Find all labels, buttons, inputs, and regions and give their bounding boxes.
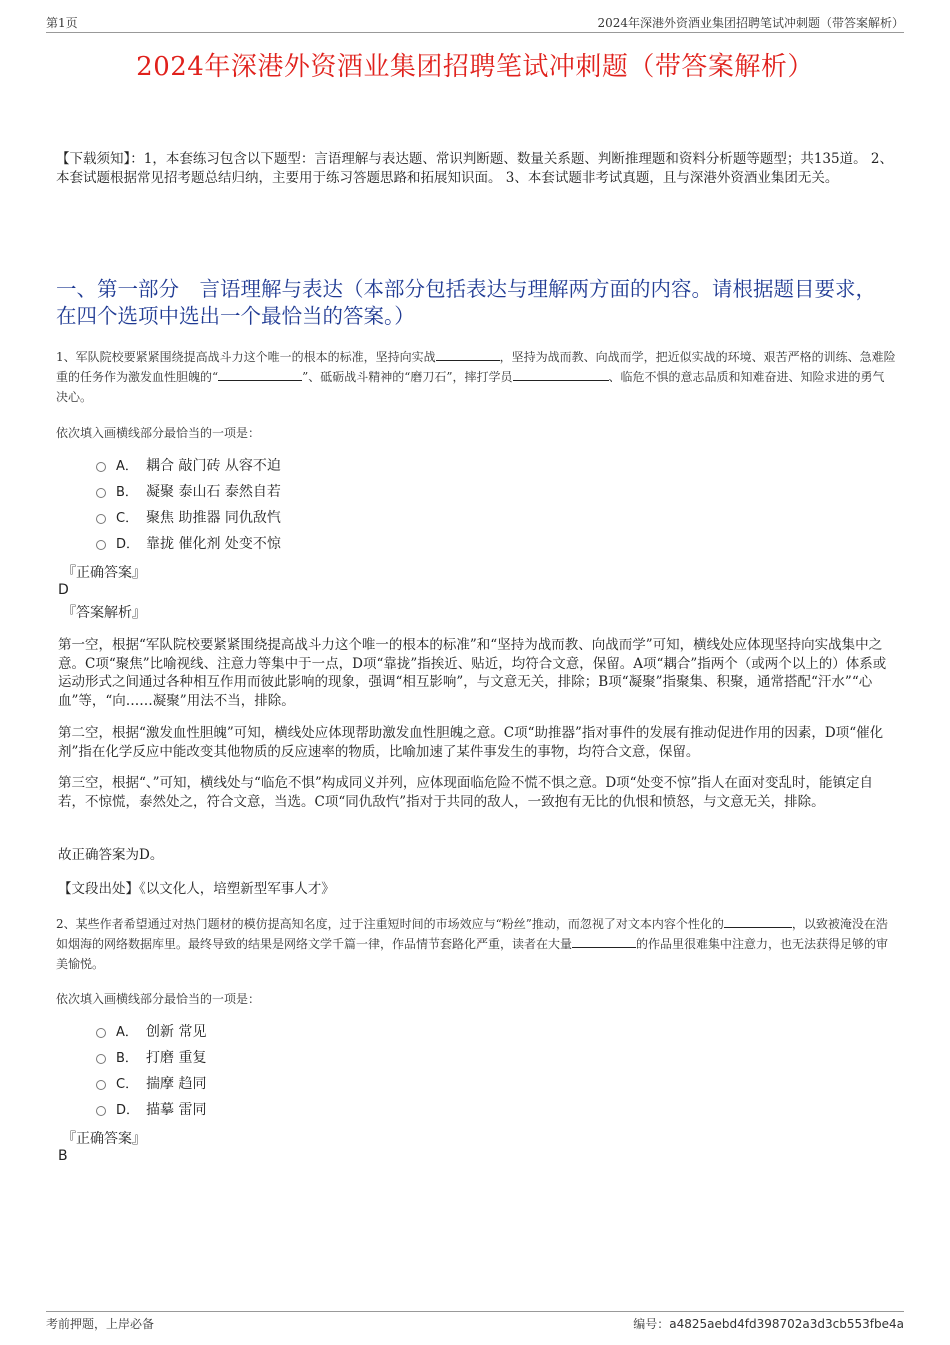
question-1-prompt: 依次填入画横线部分最恰当的一项是： xyxy=(56,426,261,440)
blank-line xyxy=(513,368,609,381)
q1-option-a[interactable]: A． 耦合 敲门砖 从容不迫 xyxy=(96,456,281,476)
radio-icon[interactable] xyxy=(96,1106,106,1116)
q2-option-b[interactable]: B． 打磨 重复 xyxy=(96,1048,206,1068)
q1-source: 【文段出处】《以文化人，培塑新型军事人才》 xyxy=(58,881,335,897)
radio-icon[interactable] xyxy=(96,1080,106,1090)
radio-icon[interactable] xyxy=(96,514,106,524)
q1-option-b[interactable]: B． 凝聚 泰山石 泰然自若 xyxy=(96,482,281,502)
radio-icon[interactable] xyxy=(96,488,106,498)
q1-analysis-label: 『答案解析』 xyxy=(62,605,146,621)
radio-icon[interactable] xyxy=(96,540,106,550)
download-notice: 【下载须知】：1，本套练习包含以下题型：言语理解与表达题、常识判断题、数量关系题、判断推理题和资料分析题等题型；共135道。 2、本套试题根据常见招考题总结归纳，主要用于练习答题思路和拓展知识面。 3、本套试题非考试真题，且与深港外资酒业集团无关。 xyxy=(56,151,893,186)
q1-option-c[interactable]: C． 聚焦 助推器 同仇敌忾 xyxy=(96,508,281,528)
radio-icon[interactable] xyxy=(96,1028,106,1038)
q1-analysis-blank-2: 第二空，根据“激发血性胆魄”可知，横线处应体现帮助激发血性胆魄之意。C项“助推器”指对事件的发展有推动促进作用的因素，D项“催化剂”指在化学反应中能改变其他物质的反应速率的物质，比喻加速了某件事发生的事物，均符合文意，保留。 xyxy=(58,725,884,760)
q2-option-d[interactable]: D． 描摹 雷同 xyxy=(96,1100,206,1120)
document-title: 2024年深港外资酒业集团招聘笔试冲刺题（带答案解析） xyxy=(136,52,814,82)
blank-line xyxy=(572,935,636,948)
question-2-prompt: 依次填入画横线部分最恰当的一项是： xyxy=(56,992,261,1006)
q1-analysis-blank-3: 第三空，根据“、”可知，横线处与“临危不惧”构成同义并列，应体现面临危险不慌不惧之意。D项“处变不惊”指人在面对变乱时，能镇定自若，不惊慌，泰然处之，符合文意，当选。C项“同仇敌忾”指对于共同的敌人，一致抱有无比的仇恨和愤怒，与文意无关，排除。 xyxy=(58,775,873,810)
page-header xyxy=(46,14,904,33)
q1-conclusion: 故正确答案为D。 xyxy=(58,847,164,863)
q1-analysis-blank-1: 第一空，根据“军队院校要紧紧围绕提高战斗力这个唯一的根本的标准”和“坚持为战而教、向战而学”可知，横线处应体现坚持向实战集中之意。C项“聚焦”比喻视线、注意力等集中于一点，D项“靠拢”指挨近、贴近，均符合文意，保留。A项“耦合”指两个（或两个以上的）体系或运动形式之间通过各种相互作用而彼此影响的现象，强调“相互影响”，与文意无关，排除；B项“凝聚”指聚集、积聚，通常搭配“汗水”“心血”等，“向……凝聚”用法不当，排除。 xyxy=(58,637,887,709)
q1-answer-label: 『正确答案』 xyxy=(62,565,146,581)
page-footer xyxy=(46,1311,904,1332)
blank-line xyxy=(436,348,500,361)
q1-answer: D xyxy=(58,582,69,598)
blank-line xyxy=(724,915,792,928)
q2-answer-label: 『正确答案』 xyxy=(62,1131,146,1147)
blank-line xyxy=(218,368,302,381)
q2-option-a[interactable]: A． 创新 常见 xyxy=(96,1022,206,1042)
question-2-stem: 2、某些作者希望通过对热门题材的模仿提高知名度，过于注重短时间的市场效应与“粉丝”推动，而忽视了对文本内容个性化的 ，以致被淹没在浩如烟海的网络数据库里。最终导致的结果是网络文学千篇一律，作品情节套路化严重，读者在大量 的作品里很难集中注意力，也无法获得足够的审美愉悦。 xyxy=(56,917,889,971)
question-1-stem: 1、军队院校要紧紧围绕提高战斗力这个唯一的根本的标准，坚持向实战 ，坚持为战而教、向战而学，把近似实战的环境、艰苦严格的训练、急难险重的任务作为激发血性胆魄的“ ”、砥砺战斗精神的“磨刀石”，摔打学员 、临危不惧的意志品质和知难奋进、知险求进的勇气决心。 xyxy=(56,350,896,404)
radio-icon[interactable] xyxy=(96,1054,106,1064)
q2-answer: B xyxy=(58,1148,68,1164)
radio-icon[interactable] xyxy=(96,462,106,472)
q2-option-c[interactable]: C． 揣摩 趋同 xyxy=(96,1074,206,1094)
header-doc-title: 2024年深港外资酒业集团招聘笔试冲刺题（带答案解析） xyxy=(597,16,904,30)
q1-option-d[interactable]: D． 靠拢 催化剂 处变不惊 xyxy=(96,534,281,554)
page-number: 第1页 xyxy=(46,16,78,30)
section-heading: 一、第一部分 言语理解与表达（本部分包括表达与理解两方面的内容。请根据题目要求，在四个选项中选出一个最恰当的答案。） xyxy=(56,277,876,328)
footer-code: 编号：a4825aebd4fd398702a3d3cb553fbe4a xyxy=(633,1317,904,1331)
footer-slogan: 考前押题，上岸必备 xyxy=(46,1317,155,1331)
